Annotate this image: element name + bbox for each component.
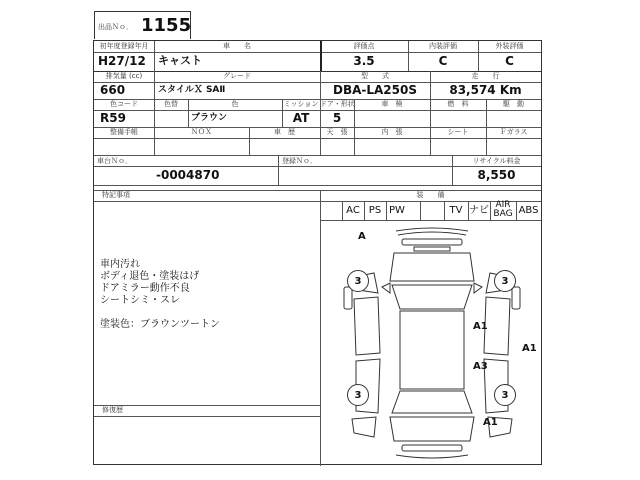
label-interior-trim: 内 張 bbox=[381, 128, 403, 136]
label-first-registration: 初年度登録年月 bbox=[99, 42, 149, 50]
car-name: キャスト bbox=[158, 54, 202, 67]
model-code: DBA-LA250S bbox=[333, 83, 417, 97]
label-drive: 駆 動 bbox=[503, 100, 524, 108]
label-repair-history: 修復歴 bbox=[102, 406, 123, 414]
color-code: R59 bbox=[100, 111, 126, 125]
label-front-glass: Ｆガラス bbox=[499, 128, 528, 136]
first-registration: H27/12 bbox=[98, 54, 146, 68]
equip-abs: ABS bbox=[518, 205, 539, 216]
mileage: 83,574 Km bbox=[449, 83, 522, 97]
damage-rear-right-wheel: 3 bbox=[494, 384, 516, 406]
interior-score: C bbox=[438, 54, 448, 68]
equip-tv: TV bbox=[449, 205, 463, 216]
label-chassis-number: 車台Ｎｏ． bbox=[97, 157, 132, 165]
displacement: 660 bbox=[100, 83, 126, 97]
mission: AT bbox=[292, 111, 310, 125]
label-headliner: 天 張 bbox=[326, 128, 348, 136]
note-line: 塗装色：ブラウンツートン bbox=[100, 319, 220, 330]
label-special-notes: 特記事項 bbox=[102, 191, 130, 199]
label-exterior-score: 外装評価 bbox=[495, 42, 524, 50]
damage-front-left-wheel: 3 bbox=[347, 270, 369, 292]
label-displacement: 排気量 (cc) bbox=[105, 72, 143, 80]
grade: スタイルＸ SAⅡ bbox=[158, 85, 226, 95]
chassis-number: -0004870 bbox=[156, 168, 220, 182]
equip-pw: PW bbox=[389, 205, 405, 216]
equip-ac: AC bbox=[346, 205, 360, 216]
doors: 5 bbox=[332, 111, 342, 125]
label-grade: グレード bbox=[223, 72, 251, 80]
note-line: ドアミラー動作不良 bbox=[100, 283, 190, 294]
damage-rear: A1 bbox=[483, 417, 498, 428]
damage-rear-left-wheel: 3 bbox=[347, 384, 369, 406]
label-mileage: 走 行 bbox=[471, 72, 500, 80]
label-equipment: 装 備 bbox=[416, 191, 445, 199]
label-mission: ミッション bbox=[283, 100, 319, 108]
exterior-score: C bbox=[505, 54, 514, 68]
label-color-change: 色替 bbox=[164, 100, 178, 108]
score: 3.5 bbox=[353, 54, 375, 68]
auction-sheet bbox=[93, 15, 542, 465]
label-color-code: 色コード bbox=[110, 100, 138, 108]
special-notes bbox=[100, 259, 220, 331]
label-nox: ＮＯＸ bbox=[191, 128, 212, 136]
equip-navi: ナビ bbox=[469, 205, 489, 216]
label-interior-score: 内装評価 bbox=[429, 42, 457, 50]
car-diagram bbox=[324, 223, 539, 465]
label-history: 車 歴 bbox=[274, 128, 295, 136]
note-line: ボディ退色・塗装はげ bbox=[100, 271, 200, 282]
label-registration-number: 登録Ｎｏ． bbox=[282, 157, 317, 165]
recycle-fee: 8,550 bbox=[477, 168, 516, 182]
label-score: 評価点 bbox=[353, 42, 375, 50]
color: ブラウン bbox=[191, 113, 228, 123]
label-car-name: 車 名 bbox=[223, 42, 251, 50]
label-recycle-fee: リサイクル料金 bbox=[472, 157, 521, 165]
label-maintenance-book: 整備手帳 bbox=[110, 128, 138, 136]
damage-front: A bbox=[358, 231, 366, 242]
label-inspection: 車 検 bbox=[381, 100, 403, 108]
equip-ps: PS bbox=[368, 205, 382, 216]
note-line bbox=[100, 307, 220, 319]
label-doors: ドア・形状 bbox=[320, 100, 355, 108]
lot-number: 1155 bbox=[141, 15, 192, 36]
lot-number-label: 出品Ｎｏ． bbox=[98, 23, 133, 31]
damage-right-rear-door: A3 bbox=[473, 361, 488, 372]
note-line: 車内汚れ bbox=[100, 259, 140, 270]
lot-number-box bbox=[94, 11, 191, 39]
damage-right-front-door: A1 bbox=[473, 321, 488, 332]
label-fuel: 燃 料 bbox=[447, 100, 469, 108]
equip-airbag: AIR BAG bbox=[493, 200, 513, 219]
damage-right-side: A1 bbox=[522, 343, 537, 354]
label-seat: シート bbox=[447, 128, 469, 136]
label-model: 型 式 bbox=[361, 72, 389, 80]
label-color: 色 bbox=[231, 100, 239, 108]
damage-front-right-wheel: 3 bbox=[494, 270, 516, 292]
note-line: シートシミ・スレ bbox=[100, 295, 180, 306]
